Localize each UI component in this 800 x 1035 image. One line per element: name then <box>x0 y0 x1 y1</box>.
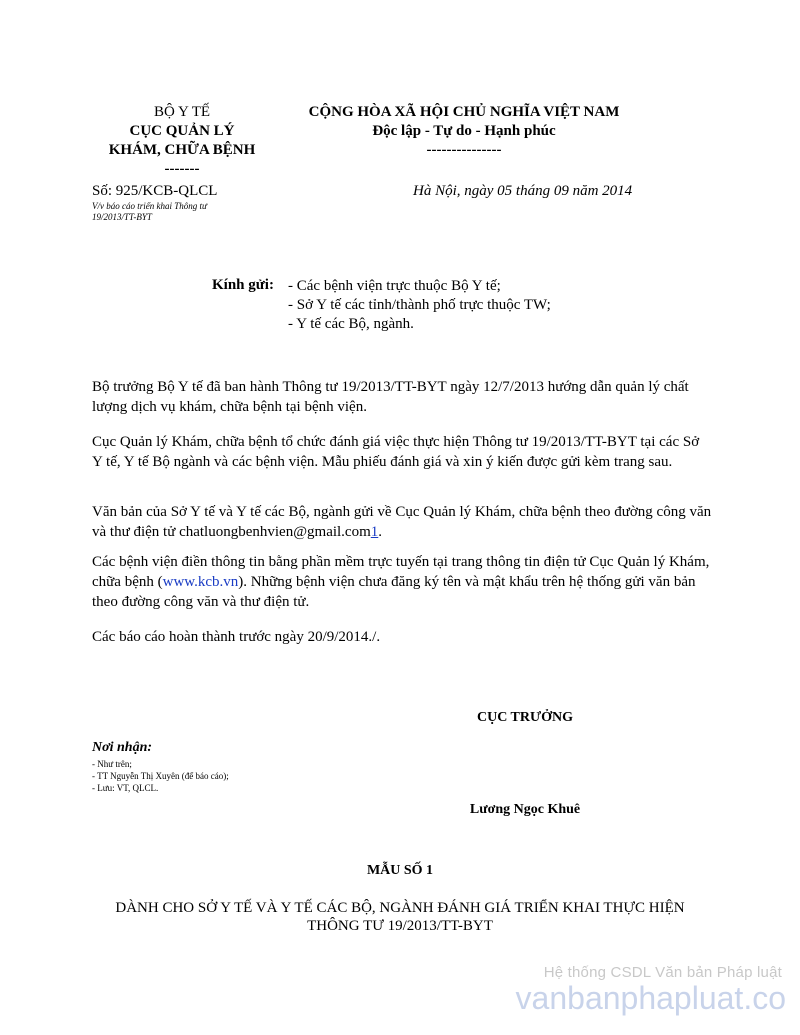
body-paragraph-3-text: Văn bản của Sở Y tế và Y tế các Bộ, ngành gửi về Cục Quản lý Khám, chữa bệnh theo đường công văn và thư điện tử chatluongbenhvien@gmail.com <box>92 504 712 540</box>
document-subject-line1: V/v báo cáo triển khai Thông tư <box>92 201 207 211</box>
body-paragraph-4 <box>92 552 712 612</box>
form-subtitle-line1: DÀNH CHO SỞ Y TẾ VÀ Y TẾ CÁC BỘ, NGÀNH ĐÁNH GIÁ TRIỂN KHAI THỰC HIỆN <box>115 900 685 916</box>
recipient-item: - Y tế các Bộ, ngành. <box>288 316 414 332</box>
body-paragraph-5: Các báo cáo hoàn thành trước ngày 20/9/2014./. <box>92 629 381 645</box>
recipients-copy-item: - TT Nguyễn Thị Xuyên (để báo cáo); <box>92 771 229 781</box>
issuing-agency <box>82 103 282 179</box>
signer-title: CỤC TRƯỞNG <box>476 710 574 725</box>
watermark-site: vanbanphapluat.co <box>515 980 786 1016</box>
recipients-copy-item: - Lưu: VT, QLCL. <box>92 783 159 793</box>
department-name-line2: KHÁM, CHỮA BỆNH <box>108 142 256 158</box>
form-subtitle <box>60 899 740 935</box>
recipients-label: Kính gửi: <box>212 277 274 293</box>
national-header <box>288 103 640 160</box>
document-subject <box>92 201 252 223</box>
place-and-date: Hà Nội, ngày 05 tháng 09 năm 2014 <box>413 183 633 199</box>
form-title: MẪU SỐ 1 <box>366 863 434 878</box>
department-divider: ------- <box>164 161 200 177</box>
body-paragraph-1: Bộ trưởng Bộ Y tế đã ban hành Thông tư 19/2013/TT-BYT ngày 12/7/2013 hướng dẫn quản lý chất lượng dịch vụ khám, chữa bệnh tại bệnh viện. <box>92 379 689 415</box>
body-paragraph-4-after: ). Những bệnh viện chưa đăng ký tên và mật khẩu trên hệ thống gửi văn bản theo đường công văn và thư điện tử. <box>92 574 696 610</box>
watermark-caption: Hệ thống CSDL Văn bản Pháp luật <box>543 964 782 981</box>
body-paragraph-3 <box>92 502 712 542</box>
motto-divider: --------------- <box>426 142 502 158</box>
document-subject-line2: 19/2013/TT-BYT <box>92 212 152 222</box>
form-subtitle-line2: THÔNG TƯ 19/2013/TT-BYT <box>307 918 493 934</box>
recipient-item: - Các bệnh viện trực thuộc Bộ Y tế; <box>288 278 501 294</box>
kcb-website-link[interactable]: www.kcb.vn <box>162 574 239 590</box>
footnote-link[interactable]: 1 <box>370 524 379 540</box>
ministry-name: BỘ Y TẾ <box>153 104 211 120</box>
recipient-item: - Sở Y tế các tỉnh/thành phố trực thuộc TW; <box>288 297 551 313</box>
signer-name: Lương Ngọc Khuê <box>469 802 581 817</box>
recipients-copy-label: Nơi nhận: <box>92 740 153 755</box>
body-paragraph-4-before: Các bệnh viện điền thông tin bằng phần mềm trực tuyến tại trang thông tin điện tử Cục Quản lý Khám, chữa bệnh ( <box>92 554 710 590</box>
recipients-copy-item: - Như trên; <box>92 759 132 769</box>
department-name-line1: CỤC QUẢN LÝ <box>129 123 235 139</box>
recipients-copy-list <box>92 758 229 794</box>
body-paragraph-3-end: . <box>378 524 383 540</box>
recipients-list <box>288 277 551 334</box>
national-motto: Độc lập - Tự do - Hạnh phúc <box>372 123 556 139</box>
body-paragraph-2: Cục Quản lý Khám, chữa bệnh tổ chức đánh giá việc thực hiện Thông tư 19/2013/TT-BYT tại các Sở Y tế, Y tế Bộ ngành và các bệnh viện. Mẫu phiếu đánh giá và xin ý kiến được gửi kèm trang sau. <box>92 434 700 470</box>
nation-name: CỘNG HÒA XÃ HỘI CHỦ NGHĨA VIỆT NAM <box>308 104 620 120</box>
document-number: Số: 925/KCB-QLCL <box>92 183 218 199</box>
